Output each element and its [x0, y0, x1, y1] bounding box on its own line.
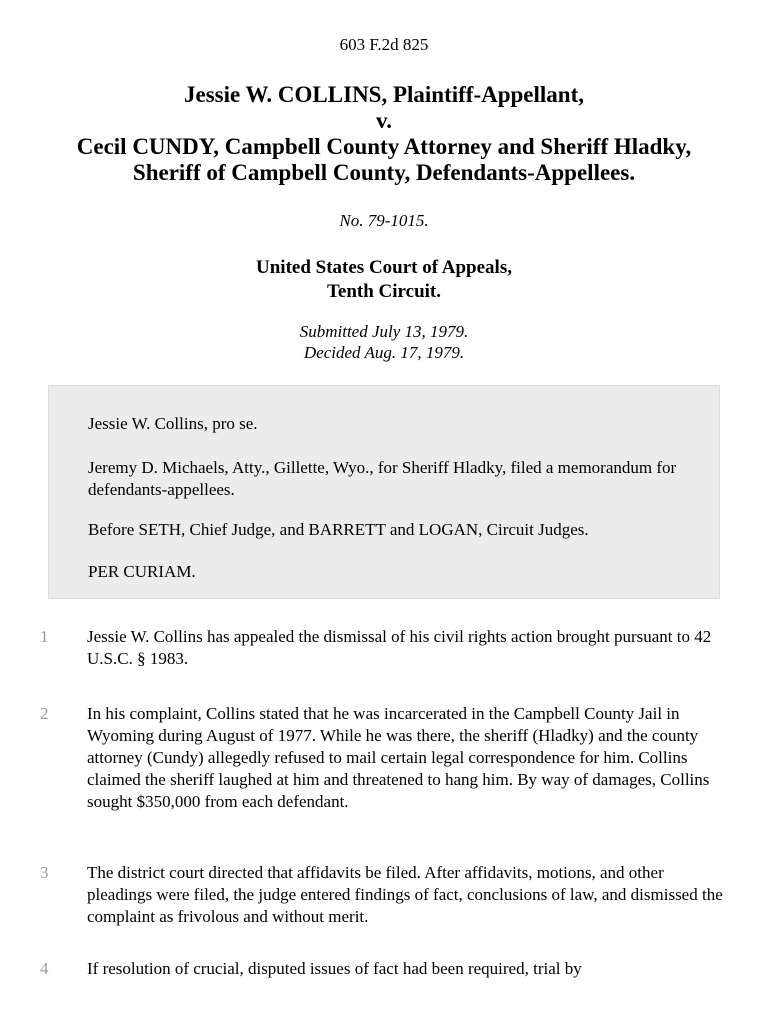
case-citation: 603 F.2d 825 [339, 35, 429, 54]
court-name [0, 256, 768, 304]
caption-plaintiff: Jessie W. COLLINS, Plaintiff-Appellant, [184, 82, 584, 107]
paragraph-number[interactable]: 3 [40, 863, 49, 882]
decided-date: Decided Aug. 17, 1979. [303, 343, 465, 362]
judicial-panel: Before SETH, Chief Judge, and BARRETT and LOGAN, Circuit Judges. [88, 520, 589, 539]
caption-defendants-continued: Sheriff of Campbell County, Defendants-Appellees. [132, 160, 636, 185]
paragraph-number[interactable]: 1 [40, 627, 49, 646]
caption-defendants: Cecil CUNDY, Campbell County Attorney and Sheriff Hladky, [76, 134, 692, 159]
paragraph-number[interactable]: 2 [40, 704, 49, 723]
submitted-date: Submitted July 13, 1979. [299, 322, 469, 341]
counsel-panel-box [48, 385, 720, 599]
per-curiam-label: PER CURIAM. [88, 562, 196, 581]
case-caption [0, 82, 768, 186]
case-dates [0, 321, 768, 363]
court-name-line-1: United States Court of Appeals, [256, 257, 512, 278]
paragraph-number[interactable]: 4 [40, 959, 49, 978]
counsel-defendants: Jeremy D. Michaels, Atty., Gillette, Wyo., for Sheriff Hladky, filed a memorandum for defendants-appellees. [88, 458, 677, 499]
docket-number: No. 79-1015. [339, 211, 429, 230]
caption-versus: v. [376, 108, 392, 133]
paragraph-text: If resolution of crucial, disputed issues of fact had been required, trial by [87, 959, 582, 978]
counsel-plaintiff: Jessie W. Collins, pro se. [88, 414, 258, 433]
court-name-line-2: Tenth Circuit. [326, 281, 442, 302]
paragraph-text: The district court directed that affidavits be filed. After affidavits, motions, and other pleadings were filed, the judge entered findings of fact, conclusions of law, and dismissed the complaint as frivolous and without merit. [87, 863, 723, 926]
paragraph-text: Jessie W. Collins has appealed the dismissal of his civil rights action brought pursuant to 42 U.S.C. § 1983. [87, 627, 712, 668]
paragraph-text: In his complaint, Collins stated that he was incarcerated in the Campbell County Jail in Wyoming during August of 1977. While he was there, the sheriff (Hladky) and the county attorney (Cundy) allegedly refused to mail certain legal correspondence for him. Collins claimed the sheriff laughed at him and threatened to hang him. By way of damages, Collins sought $350,000 from each defendant. [87, 704, 710, 811]
